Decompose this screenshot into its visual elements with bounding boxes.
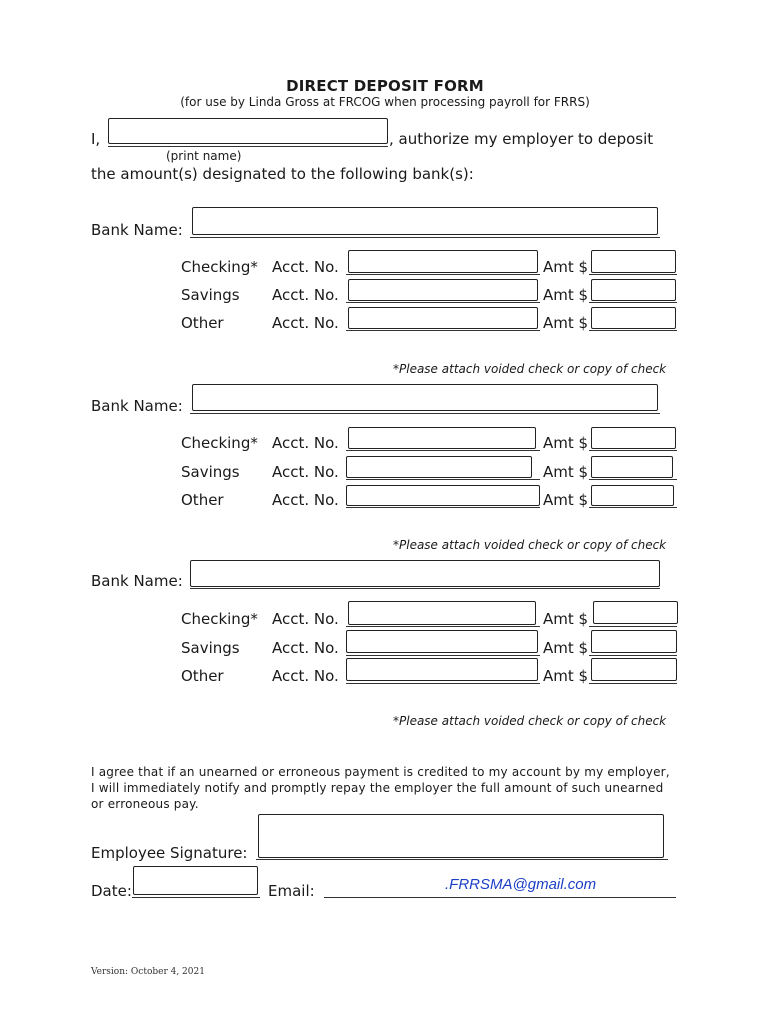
- other-amt-input-3[interactable]: [591, 658, 677, 681]
- savings-acct-input-1[interactable]: [348, 279, 538, 301]
- other-amt-input-2[interactable]: [591, 485, 674, 506]
- attach-note-2: *Please attach voided check or copy of check: [393, 538, 667, 552]
- acct-underline-3b: [346, 655, 540, 656]
- other-label-3: Other: [181, 667, 224, 685]
- checking-acct-input-3[interactable]: [348, 601, 536, 625]
- email-label: Email:: [268, 882, 315, 900]
- acct-underline-3c: [346, 683, 540, 684]
- attach-note-1: *Please attach voided check or copy of check: [393, 362, 667, 376]
- bank-name-input-2[interactable]: [192, 384, 658, 411]
- acct-underline-1b: [346, 302, 540, 303]
- amt-underline-2b: [589, 479, 677, 480]
- amt-underline-3b: [589, 655, 677, 656]
- form-title: DIRECT DEPOSIT FORM: [286, 77, 484, 95]
- amt-label-1a: Amt $: [543, 258, 589, 276]
- amt-label-1b: Amt $: [543, 286, 589, 304]
- checking-amt-input-1[interactable]: [591, 250, 676, 273]
- acct-underline-2a: [346, 450, 540, 451]
- acct-no-label-3a: Acct. No.: [272, 610, 339, 628]
- intro-line-2: the amount(s) designated to the following bank(s):: [91, 165, 474, 183]
- intro-prefix: I,: [91, 130, 101, 148]
- bank-name-label-3: Bank Name:: [91, 572, 183, 590]
- checking-amt-input-2[interactable]: [591, 427, 676, 449]
- checking-label-2: Checking*: [181, 434, 258, 452]
- acct-no-label-3b: Acct. No.: [272, 639, 339, 657]
- acct-no-label-1b: Acct. No.: [272, 286, 339, 304]
- bank-name-input-3[interactable]: [190, 560, 660, 587]
- attach-note-3: *Please attach voided check or copy of check: [393, 714, 667, 728]
- amt-label-3a: Amt $: [543, 610, 589, 628]
- signature-underline: [256, 859, 668, 860]
- checking-label-3: Checking*: [181, 610, 258, 628]
- savings-acct-input-2[interactable]: [346, 456, 532, 478]
- checking-label-1: Checking*: [181, 258, 258, 276]
- acct-underline-1a: [346, 274, 540, 275]
- amt-label-2c: Amt $: [543, 491, 589, 509]
- acct-no-label-2c: Acct. No.: [272, 491, 339, 509]
- other-label-1: Other: [181, 314, 224, 332]
- acct-no-label-2a: Acct. No.: [272, 434, 339, 452]
- bank-name-label-1: Bank Name:: [91, 221, 183, 239]
- other-acct-input-3[interactable]: [346, 658, 538, 681]
- acct-no-label-2b: Acct. No.: [272, 463, 339, 481]
- email-underline: [324, 897, 676, 898]
- print-name-underline: [108, 146, 388, 147]
- amt-underline-1b: [589, 302, 677, 303]
- agreement-text: I agree that if an unearned or erroneous payment is credited to my account by my employer, I will immediately notify and promptly repay the employer the full amount of such unearned or erroneous pay.: [91, 765, 670, 811]
- amt-underline-2a: [589, 450, 677, 451]
- amt-underline-3a: [589, 626, 677, 627]
- amt-label-2a: Amt $: [543, 434, 589, 452]
- amt-label-2b: Amt $: [543, 463, 589, 481]
- acct-underline-1c: [346, 330, 540, 331]
- savings-amt-input-1[interactable]: [591, 279, 676, 301]
- amt-label-3c: Amt $: [543, 667, 589, 685]
- bank-name-input-1[interactable]: [192, 207, 658, 235]
- savings-amt-input-2[interactable]: [591, 456, 673, 478]
- print-name-label: (print name): [166, 149, 242, 163]
- checking-acct-input-1[interactable]: [348, 250, 538, 273]
- print-name-input[interactable]: [108, 118, 388, 144]
- amt-label-1c: Amt $: [543, 314, 589, 332]
- bank-name-underline-1: [190, 237, 660, 238]
- other-acct-input-2[interactable]: [346, 485, 540, 506]
- acct-no-label-1a: Acct. No.: [272, 258, 339, 276]
- savings-label-3: Savings: [181, 639, 240, 657]
- acct-no-label-3c: Acct. No.: [272, 667, 339, 685]
- bank-name-underline-3: [190, 588, 660, 589]
- amt-underline-2c: [589, 507, 677, 508]
- savings-label-1: Savings: [181, 286, 240, 304]
- email-input[interactable]: .FRRSMA@gmail.com: [445, 876, 597, 893]
- version-text: Version: October 4, 2021: [91, 967, 205, 977]
- date-input[interactable]: [133, 866, 258, 895]
- checking-amt-input-3[interactable]: [593, 601, 678, 624]
- other-label-2: Other: [181, 491, 224, 509]
- acct-underline-2c: [346, 507, 540, 508]
- other-amt-input-1[interactable]: [591, 307, 676, 329]
- amt-underline-1c: [589, 330, 677, 331]
- acct-underline-2b: [346, 479, 540, 480]
- acct-no-label-1c: Acct. No.: [272, 314, 339, 332]
- date-underline: [132, 897, 260, 898]
- employee-signature-input[interactable]: [258, 814, 664, 858]
- date-label: Date:: [91, 882, 132, 900]
- other-acct-input-1[interactable]: [348, 307, 538, 329]
- amt-label-3b: Amt $: [543, 639, 589, 657]
- form-subtitle: (for use by Linda Gross at FRCOG when processing payroll for FRRS): [180, 95, 590, 109]
- bank-name-label-2: Bank Name:: [91, 397, 183, 415]
- savings-label-2: Savings: [181, 463, 240, 481]
- bank-name-underline-2: [190, 413, 660, 414]
- savings-amt-input-3[interactable]: [591, 630, 677, 653]
- acct-underline-3a: [346, 626, 540, 627]
- savings-acct-input-3[interactable]: [346, 630, 538, 653]
- amt-underline-1a: [589, 274, 677, 275]
- amt-underline-3c: [589, 683, 677, 684]
- employee-signature-label: Employee Signature:: [91, 844, 248, 862]
- intro-suffix: , authorize my employer to deposit: [389, 130, 654, 148]
- checking-acct-input-2[interactable]: [348, 427, 536, 449]
